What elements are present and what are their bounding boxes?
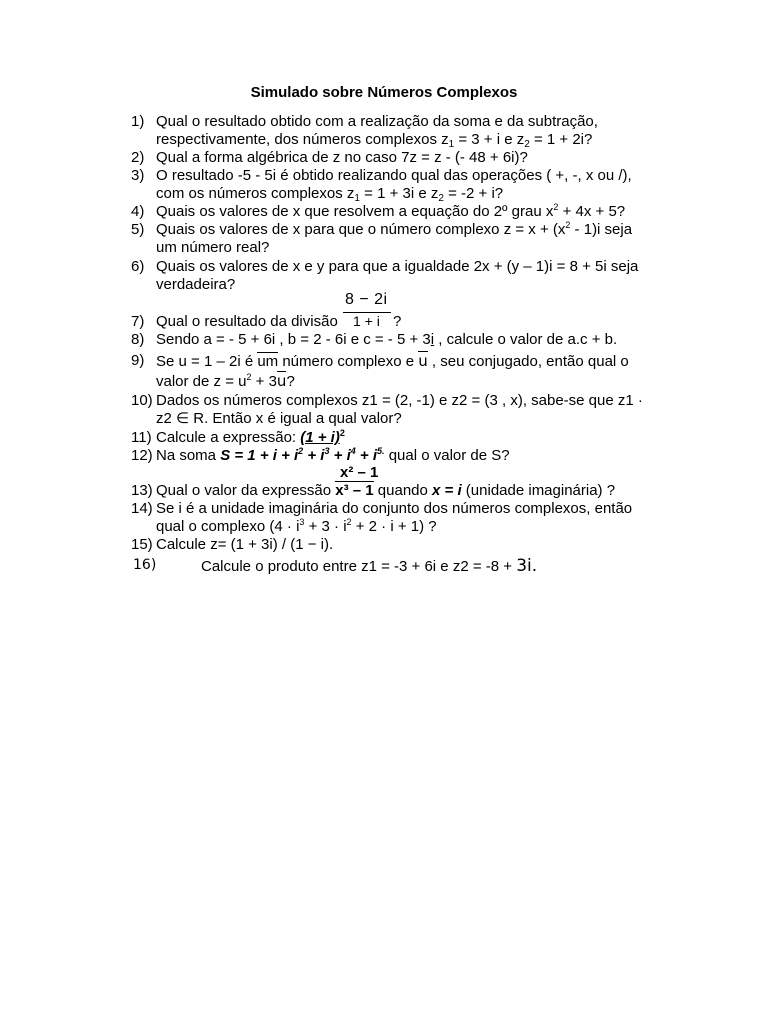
question-number: 1) [131,113,145,130]
expression: (1 + i) [300,429,340,446]
question-text: Se i é a unidade imaginária do conjunto dos números complexos, então [156,500,633,517]
expression-denominator: x³ – 1 [335,482,374,499]
question-text: Na soma $S = 1 + i + i^2 + i^3 + i^4 + i^{5.}$ qual o valor de S? [156,446,510,464]
question-text-continued: verdadeira? [156,276,236,293]
question-text-continued: qual o complexo $(4 \cdot i^3 + 3 \cdot i^2 + 2 \cdot i + 1)$ ? [156,517,437,535]
question-text: Quais os valores de x e y para que a igualdade 2x + (y – 1)i = 8 + 5i seja [156,258,639,275]
fraction-numerator: 8 − 2i [345,291,388,308]
question-text: O resultado -5 - 5i é obtido realizando qual das operações ( +, -, x ou /), [156,167,632,184]
question-text-continued: respectivamente, dos números complexos $z_1 = 3 + i$ e $z_2 = 1 + 2i$? [156,131,593,150]
question-text: Calcule z= (1 + 3i) / (1 − i). [156,536,334,553]
question-number: 14) [131,500,153,517]
question-number: 7) [131,313,145,330]
question-text-continued: z2 ∈ R. Então x é igual a qual valor? [156,410,402,427]
question-number: 5) [131,221,145,238]
question-number: 8) [131,331,145,348]
question-number: 3) [131,167,145,184]
question-text: Quais os valores de x para que o número complexo $z = x + (x^2 - 1)i$ seja [156,220,633,238]
question-16 [133,556,538,576]
document-title: Simulado sobre Números Complexos [250,84,518,101]
question-number: 10) [131,392,153,409]
question-number: 9) [131,352,145,369]
question-text: Sendo a = - 5 + 6i , b = 2 - 6i e c = - 5 + 3i , calcule o valor de a.c + b. [156,331,618,348]
question-text-continued: com os números complexos $z_1 = 1 + 3i$ e $z_2 = -2 + i$? [156,185,504,204]
expression-numerator: x² – 1 [340,464,379,481]
fraction-denominator: 1 + i [353,313,380,329]
question-text: Quais os valores de x que resolvem a equação do 2º grau $x^2 + 4x + 5$? [156,202,626,220]
question-number: 2) [131,149,145,166]
question-text-continued: um número real? [156,239,270,256]
sum-expression: $S = 1 + i + i^2 + i^3 + i^4 + i^{5.}$ [220,446,385,464]
question-text: Calcule o produto entre z1 = -3 + 6i e z2 = -8 + 3i. [201,556,538,576]
question-number: 11) [131,429,152,446]
question-text: Qual o resultado obtido com a realização da soma e da subtração, [156,113,598,130]
question-number: 4) [131,203,145,220]
question-text: Dados os números complexos z1 = (2, -1) e z2 = (3 , x), sabe-se que z1 · [156,392,643,409]
question-end-mark: ? [393,313,402,330]
question-text: Qual a forma algébrica de z no caso 7z = z - (- 48 + 6i)? [156,149,528,166]
question-text-continued: valor de $z = u^2 + 3u$? [156,372,295,390]
question-number: 6) [131,258,145,275]
question-text: Se u = 1 – 2i é um número complexo e u , seu conjugado, então qual o [156,352,629,370]
question-number: 15) [131,536,153,553]
question-text: Qual o valor da expressão x³ – 1 quando x = i (unidade imaginária) ? [156,482,616,499]
question-number: 13) [131,482,153,499]
question-text: Calcule a expressão: $(1 + i)^2$ [156,428,345,446]
question-text: Qual o resultado da divisão [156,313,338,330]
question-number: 12) [131,447,153,464]
question-number: 16) [133,557,157,573]
